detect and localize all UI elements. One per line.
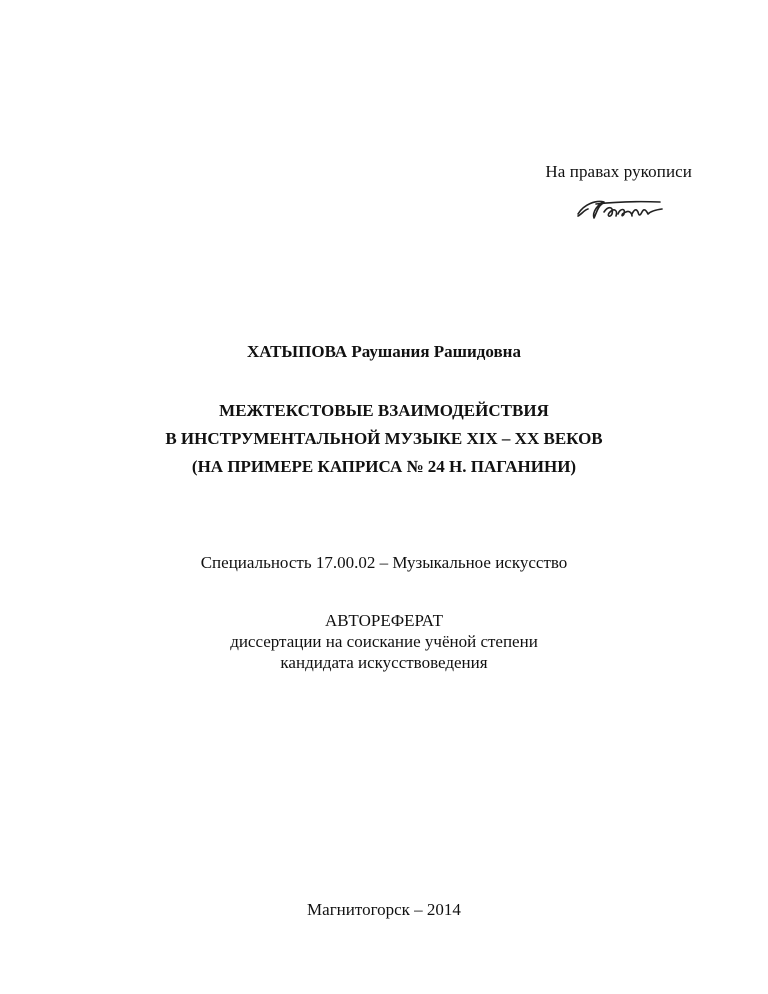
specialty-line: Специальность 17.00.02 – Музыкальное искусство xyxy=(200,553,568,572)
handwritten-signature xyxy=(574,192,666,226)
abstract-line-1: диссертации на соискание учёной степени xyxy=(230,632,538,651)
city-year: Магнитогорск – 2014 xyxy=(307,900,461,919)
title-line-3: (НА ПРИМЕРЕ КАПРИСА № 24 Н. ПАГАНИНИ) xyxy=(191,457,577,476)
abstract-line-2: кандидата искусствоведения xyxy=(280,653,488,672)
abstract-heading: АВТОРЕФЕРАТ xyxy=(325,611,443,630)
rights-note: На правах рукописи xyxy=(545,162,692,181)
title-line-2: В ИНСТРУМЕНТАЛЬНОЙ МУЗЫКЕ XIX – XX ВЕКОВ xyxy=(165,429,603,448)
author-name: ХАТЫПОВА Раушания Рашидовна xyxy=(247,342,521,361)
abstract-block xyxy=(0,610,768,673)
title-line-1: МЕЖТЕКСТОВЫЕ ВЗАИМОДЕЙСТВИЯ xyxy=(219,401,549,420)
dissertation-title xyxy=(0,397,768,481)
